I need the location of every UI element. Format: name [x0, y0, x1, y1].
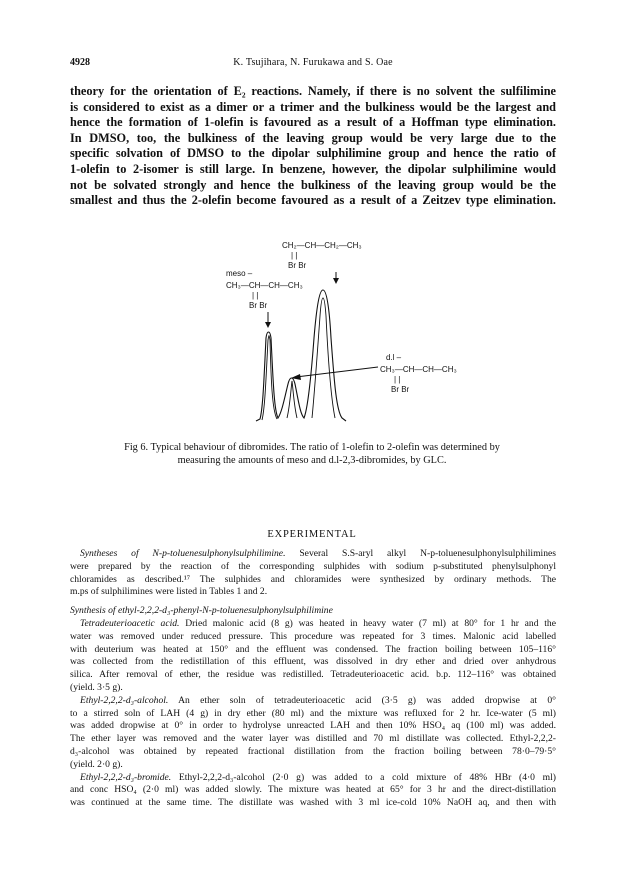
paragraph-line: Ethyl-2,2,2-d₃-bromide. Ethyl-2,2,2-d₃-alcohol (2·0 g) was added to a cold mixture of 48% HBr (4·0 ml) — [80, 771, 556, 783]
paragraph-line: was continued at the same time. The distillate was washed with 3 ml ice-cold 10% NaOH aq, and then with — [70, 797, 556, 809]
paragraph-line: m.ps of sulphilimines were listed in Tables 1 and 2. — [70, 586, 268, 598]
intro-line: specific solvation of DMSO to the dipolar sulphilimine group and hence the ratio of — [70, 146, 556, 161]
intro-line: hence the formation of 1-olefin is favoured as a result of a Hoffman type elimination. — [70, 115, 556, 130]
paragraph-line: The ether layer was removed and the water layer was distilled and 70 ml distillate was collected. Ethyl-2,2,2- — [70, 733, 556, 745]
meso-bonds: | | — [252, 291, 259, 300]
paragraph-ethyl-bromide — [70, 772, 556, 810]
paragraph-line: chloramides as described.¹⁷ The sulphides and chloramides were synthesized by ordinary methods. The — [70, 573, 556, 585]
paragraph-line: (yield. 2·0 g). — [70, 758, 123, 770]
intro-line: is considered to exist as a dimer or a trimer and the bulkiness would be the largest and — [70, 99, 556, 114]
paragraph-line: to a stirred soln of LAH (4 g) in dry ether (80 ml) and the mixture was refluxed for 2 hr. Ice-water (5 ml) — [70, 707, 556, 719]
paragraph-syntheses — [70, 548, 556, 599]
intro-line: In DMSO, too, the bulkiness of the leaving group would be very large due to the — [70, 130, 556, 145]
paragraph-line: silica. After removal of ether, the residue was redistilled. Tetradeuterioacetic acid. b.p. 112–116° was obtained — [70, 669, 556, 681]
top-structure-subs: Br Br — [288, 261, 307, 270]
dl-label: d.l – — [386, 353, 402, 362]
intro-line: theory for the orientation of E₂ reactions. Namely, if there is no solvent the sulfilimine — [70, 84, 556, 98]
paragraph-line: d₃-alcohol was obtained by repeated fractional distillation from the fraction boiling between 78·0–79·5° — [70, 745, 556, 757]
paragraph-line: water was removed under reduced pressure. This procedure was repeated for 3 times. Malonic acid labelled — [70, 630, 556, 642]
top-structure-bonds: | | — [291, 251, 298, 260]
running-head — [70, 57, 556, 71]
paragraph-title: Ethyl-2,2,2-d₃-alcohol. — [80, 694, 169, 706]
meso-chain: CH₃—CH—CH—CH₃ — [226, 281, 303, 290]
paragraph-line: with deuterium was heated at 150° and the effluent was condensed. The fraction boiling between 105–116° — [70, 643, 556, 655]
paragraph-title: Tetradeuterioacetic acid. — [80, 617, 180, 629]
top-arrowhead — [333, 278, 339, 284]
meso-arrowhead — [265, 322, 271, 328]
paragraph-line: (yield. 3·5 g). — [70, 681, 123, 693]
paragraph-ethyl-alcohol — [70, 695, 556, 772]
paragraph-line: Syntheses of N-p-toluenesulphonylsulphilimine. Several S.S-aryl alkyl N-p-toluenesulphonylsulphilimines — [80, 548, 556, 559]
paragraph-line: Ethyl-2,2,2-d₃-alcohol. An ether soln of tetradeuterioacetic acid (3·5 g) was added dropwise at 0° — [80, 694, 556, 706]
caption-line-2: measuring the amounts of meso and d.l-2,3-dibromides, by GLC. — [177, 455, 447, 466]
dl-chain: CH₃—CH—CH—CH₃ — [380, 365, 457, 374]
paragraph-line: Tetradeuterioacetic acid. Dried malonic acid (8 g) was heated in heavy water (7 ml) at 80° for 1 hr and the — [80, 617, 556, 629]
dl-arrow — [296, 367, 378, 377]
intro-paragraph — [70, 84, 556, 209]
paragraph-line: were prepared by the reaction of the corresponding sulphides with sodium p-substituted phenylsulphonyl — [70, 560, 556, 572]
intro-line: not be solvated strongly and hence the bulkiness of the leaving group would be the — [70, 177, 556, 192]
top-structure-chain: CH₂—CH—CH₂—CH₃ — [282, 241, 362, 250]
caption-label: Fig 6. — [124, 442, 149, 453]
experimental-section — [70, 548, 556, 810]
glc-chromatogram — [200, 238, 457, 424]
meso-subs: Br Br — [249, 301, 268, 310]
dl-bonds: | | — [394, 375, 401, 384]
paragraph-title: Ethyl-2,2,2-d₃-bromide. — [80, 771, 172, 783]
paragraph-tetradeuterioacetic-acid — [70, 618, 556, 695]
section-heading-experimental: EXPERIMENTAL — [267, 529, 357, 540]
paragraph-line: and conc HSO₄ (2·0 ml) was added slowly. The mixture was heated at 65° for 3 hr and the direct-distillation — [70, 784, 556, 796]
meso-label: meso – — [226, 269, 253, 278]
figure-caption — [90, 441, 534, 467]
running-title: K. Tsujihara, N. Furukawa and S. Oae — [233, 57, 393, 68]
intro-line: 1-olefin to 2-isomer is still large. In benzene, however, the dipolar sulphilimine would — [70, 161, 556, 176]
glc-figure — [200, 238, 457, 424]
paragraph-line: was added dropwise at 0° in order to hydrolyse unreacted LAH and then 10% HSO₄ aq (100 ml) was added. — [70, 720, 556, 732]
paragraph-line: was collected from the redistillation of this effluent, was dissolved in dry ether and dried over anhydrous — [70, 656, 556, 668]
caption-text-1: Typical behaviour of dibromides. The ratio of 1-olefin to 2-olefin was determined by — [150, 442, 500, 453]
page-number: 4928 — [70, 57, 90, 68]
subheading: Synthesis of ethyl-2,2,2-d₃-phenyl-N-p-toluenesulphonylsulphilimine — [70, 605, 333, 617]
dl-subs: Br Br — [391, 385, 410, 394]
paragraph-title: Syntheses of N-p-toluenesulphonylsulphilimine. — [80, 548, 286, 559]
intro-line: smallest and thus the 2-olefin become favoured as a result of a Zeitzev type elimination. — [70, 193, 556, 208]
caption-line-1 — [90, 441, 534, 454]
